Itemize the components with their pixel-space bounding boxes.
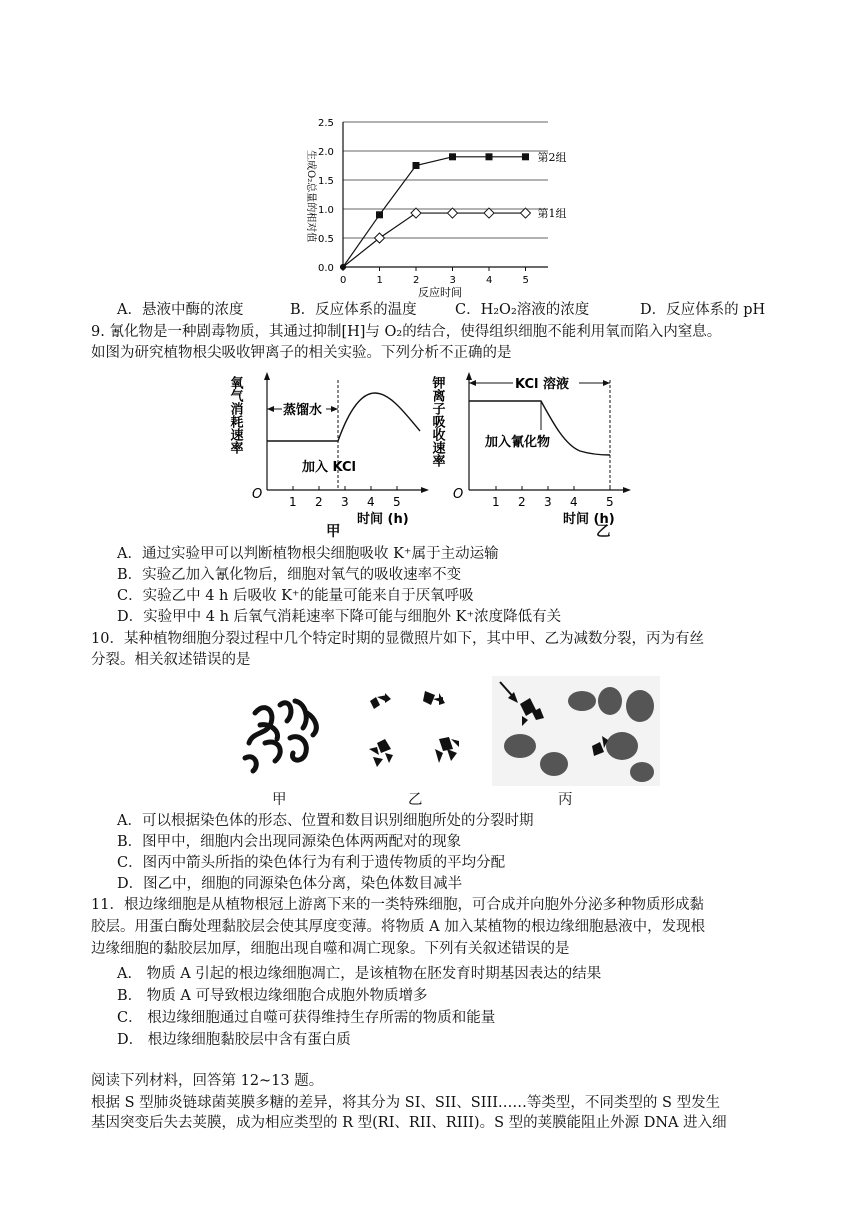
chart-y-label: 生成O₂总量的相对值: [305, 150, 316, 243]
x-tick-label: 5: [522, 275, 529, 286]
q11-stem-line2: 胶层。用蛋白酶处理黏胶层会使其厚度变薄。将物质 A 加入某植物的根边缘细胞悬液中，发现根: [91, 919, 706, 935]
svg-text:4: 4: [367, 495, 375, 509]
micrograph-bing: [492, 676, 660, 786]
y-tick-label: 2.5: [318, 118, 334, 129]
q10-option-b: B．图甲中，细胞内会出现同源染色体两两配对的现象: [117, 834, 462, 850]
y-tick-label: 0.0: [318, 263, 334, 274]
origin-yi: O: [453, 487, 464, 502]
y-tick-label: 1.0: [318, 205, 334, 216]
series-line-1: [343, 157, 526, 267]
x-tick-label: 3: [449, 275, 456, 286]
svg-text:5: 5: [606, 495, 614, 509]
series-line-2: [343, 213, 526, 267]
q11-option-a: A． 物质 A 引起的根边缘细胞凋亡，是该植物在胚发育时期基因表达的结果: [117, 966, 602, 982]
svg-text:2: 2: [518, 495, 526, 509]
caption-jia: 甲: [326, 523, 341, 540]
caption-yi: 乙: [596, 523, 611, 540]
data-point: [521, 208, 531, 218]
series-label: 第1组: [537, 207, 567, 221]
origin-jia: O: [252, 487, 263, 502]
q9-stem-line2: 如图为研究植物根尖吸收钾离子的相关实验。下列分析不正确的是: [91, 345, 512, 361]
q9-option-b: B．实验乙加入氰化物后，细胞对氧气的吸收速率不变: [117, 567, 462, 583]
x-tick-label: 1: [376, 275, 383, 286]
svg-text:4: 4: [570, 495, 578, 509]
q8-option-d: D．反应体系的 pH: [640, 302, 766, 318]
q9-option-d: D．实验甲中 4 h 后氧气消耗速率下降可能与细胞外 K⁺浓度降低有关: [117, 609, 562, 625]
data-point-origin: [340, 264, 346, 270]
bar-label-jia: 蒸馏水: [283, 403, 323, 418]
series-label: 第2组: [537, 150, 567, 164]
figure-jia: [227, 368, 430, 538]
q10-option-a: A．可以根据染色体的形态、位置和数目识别细胞所处的分裂时期: [117, 813, 534, 829]
q8-option-c: C．H₂O₂溶液的浓度: [455, 302, 590, 318]
q11-option-d: D． 根边缘细胞黏胶层中含有蛋白质: [117, 1032, 351, 1048]
svg-text:1: 1: [289, 495, 297, 509]
q10-option-c: C．图丙中箭头所指的染色体行为有利于遗传物质的平均分配: [117, 855, 506, 871]
data-point: [522, 153, 529, 160]
q9-stem-line1: 9. 氰化物是一种剧毒物质，其通过抑制[H]与 O₂的结合，使得组织细胞不能利用氧而陷入内窒息。: [91, 324, 722, 340]
x-tick-label: 4: [486, 275, 493, 286]
y-label-yi: 钾离子吸收速率: [429, 376, 445, 467]
q9-option-a: A．通过实验甲可以判断植物根尖细胞吸收 K⁺属于主动运输: [117, 546, 499, 562]
y-tick-label: 1.5: [318, 176, 334, 187]
svg-text:3: 3: [341, 495, 349, 509]
data-point: [413, 162, 420, 169]
y-tick-label: 0.5: [318, 234, 334, 245]
o2-line-chart: [300, 110, 590, 300]
q11-option-b: B． 物质 A 可导致根边缘细胞合成胞外物质增多: [117, 988, 428, 1004]
y-tick-label: 2.0: [318, 147, 334, 158]
caption-micrograph-yi: 乙: [408, 792, 423, 808]
annotation-yi: 加入氰化物: [485, 435, 551, 450]
caption-micrograph-bing: 丙: [558, 792, 573, 808]
bar-label-yi: KCl 溶液: [515, 377, 570, 392]
q11-stem-line3: 边缘细胞的黏胶层加厚，细胞出现自噬和凋亡现象。下列有关叙述错误的是: [91, 941, 570, 957]
q11-option-c: C． 根边缘细胞通过自噬可获得维持生存所需的物质和能量: [117, 1010, 496, 1026]
x-tick-label: 0: [340, 275, 347, 286]
q10-stem-line2: 分裂。相关叙述错误的是: [91, 652, 251, 668]
q8-option-a: A．悬液中酶的浓度: [117, 302, 244, 318]
data-point: [376, 211, 383, 218]
data-point: [411, 208, 421, 218]
data-point: [486, 153, 493, 160]
figure-yi: [429, 368, 635, 538]
q10-stem-line1: 10．某种植物细胞分裂过程中几个特定时期的显微照片如下，其中甲、乙为减数分裂，丙为有丝: [91, 631, 704, 647]
svg-text:1: 1: [492, 495, 500, 509]
q11-stem-line1: 11．根边缘细胞是从植物根冠上游离下来的一类特殊细胞，可合成并向胞外分泌多种物质形成黏: [91, 897, 704, 913]
reading-intro: 阅读下列材料，回答第 12~13 题。: [91, 1073, 324, 1089]
q10-option-d: D．图乙中，细胞的同源染色体分离，染色体数目减半: [117, 876, 463, 892]
reading-line1: 根据 S 型肺炎链球菌荚膜多糖的差异，将其分为 SI、SII、SIII……等类型，不同类型的 S 型发生: [91, 1095, 721, 1111]
data-point: [449, 153, 456, 160]
y-label-jia: 氧气消耗速率: [227, 376, 243, 454]
x-label-jia: 时间 (h): [357, 512, 409, 527]
q8-option-b: B．反应体系的温度: [290, 302, 417, 318]
svg-text:2: 2: [315, 495, 323, 509]
chart-x-label: 反应时间: [418, 286, 462, 299]
svg-text:5: 5: [393, 495, 401, 509]
caption-micrograph-jia: 甲: [272, 792, 287, 808]
micrograph-yi: [355, 683, 475, 783]
data-point: [484, 208, 494, 218]
annotation-jia: 加入 KCl: [302, 460, 357, 475]
svg-text:3: 3: [544, 495, 552, 509]
q9-option-c: C．实验乙中 4 h 后吸收 K⁺的能量可能来自于厌氧呼吸: [117, 588, 474, 604]
micrograph-jia: [235, 683, 335, 783]
x-label-yi: 时间 (h): [563, 512, 615, 527]
data-point: [448, 208, 458, 218]
x-tick-label: 2: [413, 275, 420, 286]
reading-line2: 基因突变后失去荚膜，成为相应类型的 R 型(RI、RII、RIII)。S 型的荚膜能阻止外源 DNA 进入细: [91, 1115, 727, 1131]
